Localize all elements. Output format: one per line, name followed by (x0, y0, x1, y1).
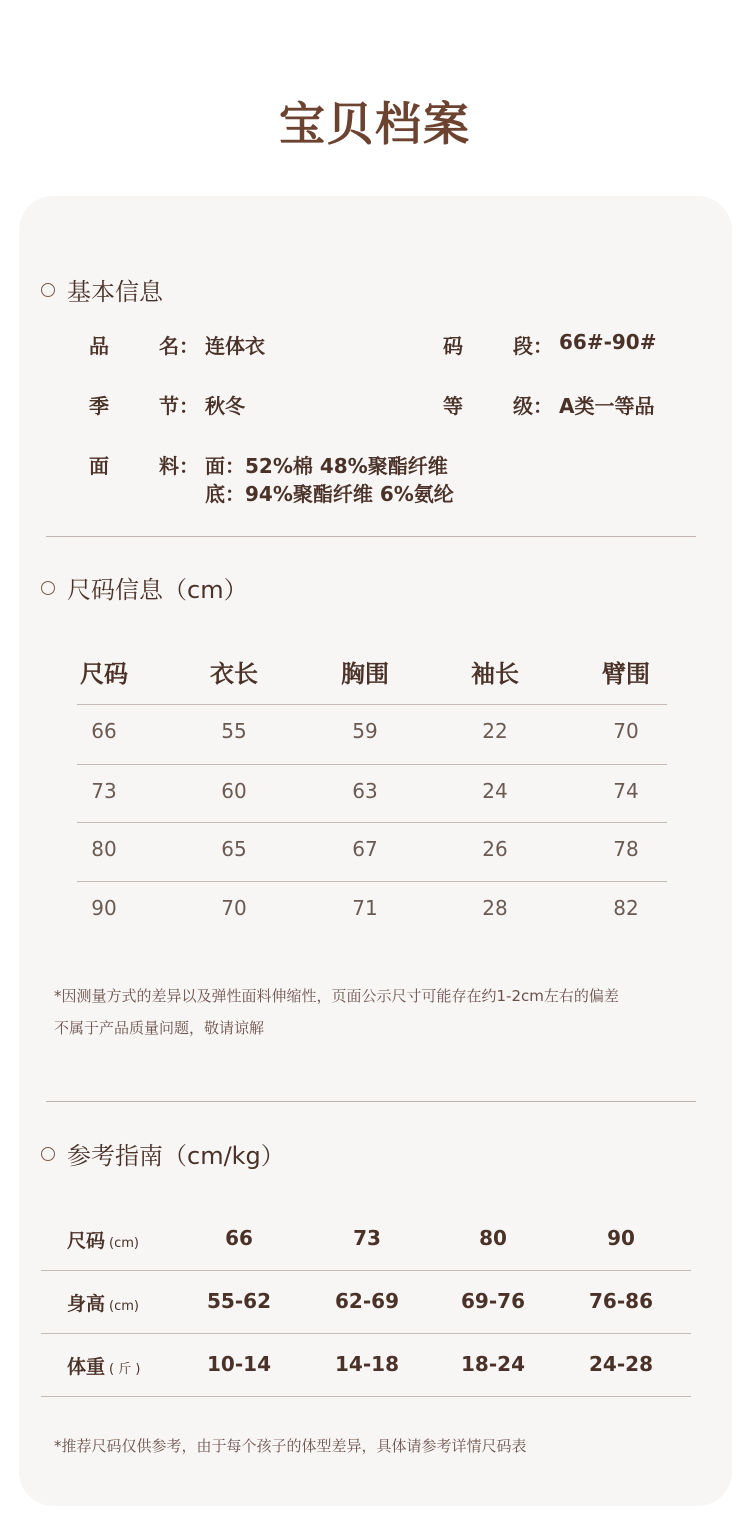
value-fabric-lining: 底：94%聚酯纤维 6%氨纶 (205, 482, 454, 506)
ref-label-height: 身高 (cm) (67, 1293, 139, 1315)
size-info-heading (41, 570, 248, 605)
value-size-range: 66#-90# (559, 330, 657, 354)
label-liao: 料： (159, 454, 199, 478)
basic-info-title: 基本信息 (67, 278, 163, 306)
size-note (54, 980, 619, 1044)
table-cell: 65 (221, 837, 247, 861)
header-arm: 臂围 (602, 660, 650, 688)
divider (46, 536, 696, 537)
table-cell: 80 (91, 837, 117, 861)
size-note-line-1: *因测量方式的差异以及弹性面料伸缩性，页面公示尺寸可能存在约1-2cm左右的偏差 (54, 987, 619, 1005)
ref-label-weight: 体重 ( 斤 ) (67, 1356, 141, 1378)
table-cell: 71 (352, 896, 378, 920)
label-ming: 名： (159, 334, 199, 358)
ref-guide-heading (41, 1136, 285, 1171)
ref-label-size: 尺码 (cm) (67, 1230, 139, 1252)
label-jie: 节： (159, 394, 199, 418)
ref-row-weight (41, 1334, 691, 1397)
header-length: 衣长 (210, 660, 258, 688)
label-mian: 面 (89, 454, 109, 478)
ref-cell: 90 (607, 1226, 635, 1250)
header-sleeve: 袖长 (471, 660, 519, 688)
circle-bullet-icon (41, 1147, 55, 1161)
table-row (77, 764, 667, 825)
ref-cell: 55-62 (207, 1289, 271, 1313)
label-duan: 段： (513, 334, 553, 358)
table-row (77, 822, 667, 883)
ref-cell: 80 (479, 1226, 507, 1250)
table-cell: 90 (91, 896, 117, 920)
table-cell: 70 (221, 896, 247, 920)
table-cell: 28 (482, 896, 508, 920)
ref-guide-title: 参考指南（cm/kg） (67, 1142, 285, 1170)
table-cell: 73 (91, 779, 117, 803)
table-cell: 55 (221, 719, 247, 743)
ref-cell: 24-28 (589, 1352, 653, 1376)
circle-bullet-icon (41, 581, 55, 595)
ref-cell: 18-24 (461, 1352, 525, 1376)
ref-cell: 62-69 (335, 1289, 399, 1313)
table-cell: 66 (91, 719, 117, 743)
ref-cell: 76-86 (589, 1289, 653, 1313)
table-cell: 59 (352, 719, 378, 743)
table-row (77, 704, 667, 765)
profile-card (19, 196, 732, 1506)
ref-cell: 69-76 (461, 1289, 525, 1313)
label-ji: 季 (89, 394, 109, 418)
circle-bullet-icon (41, 283, 55, 297)
table-row (77, 881, 667, 942)
value-season: 秋冬 (205, 394, 245, 418)
table-cell: 82 (613, 896, 639, 920)
basic-info-heading (41, 272, 163, 307)
page-title: 宝贝档案 (279, 97, 471, 151)
label-pin: 品 (89, 334, 109, 358)
value-grade: A类一等品 (559, 394, 655, 418)
ref-cell: 14-18 (335, 1352, 399, 1376)
table-cell: 78 (613, 837, 639, 861)
table-cell: 24 (482, 779, 508, 803)
value-product-name: 连体衣 (205, 334, 265, 358)
divider (46, 1101, 696, 1102)
ref-note: *推荐尺码仅供参考，由于每个孩子的体型差异，具体请参考详情尺码表 (54, 1437, 527, 1455)
table-cell: 67 (352, 837, 378, 861)
ref-row-size (41, 1208, 691, 1271)
table-cell: 74 (613, 779, 639, 803)
ref-cell: 10-14 (207, 1352, 271, 1376)
value-fabric-outer: 面：52%棉 48%聚酯纤维 (205, 454, 448, 478)
table-cell: 70 (613, 719, 639, 743)
label-deng: 等 (443, 394, 463, 418)
ref-cell: 66 (225, 1226, 253, 1250)
size-note-line-2: 不属于产品质量问题，敬请谅解 (54, 1019, 265, 1037)
label-grade: 级： (513, 394, 553, 418)
ref-row-height (41, 1271, 691, 1334)
size-info-title: 尺码信息（cm） (67, 576, 248, 604)
table-cell: 63 (352, 779, 378, 803)
ref-cell: 73 (353, 1226, 381, 1250)
header-size: 尺码 (80, 660, 128, 688)
label-ma: 码 (443, 334, 463, 358)
table-cell: 60 (221, 779, 247, 803)
table-cell: 22 (482, 719, 508, 743)
table-cell: 26 (482, 837, 508, 861)
header-chest: 胸围 (341, 660, 389, 688)
